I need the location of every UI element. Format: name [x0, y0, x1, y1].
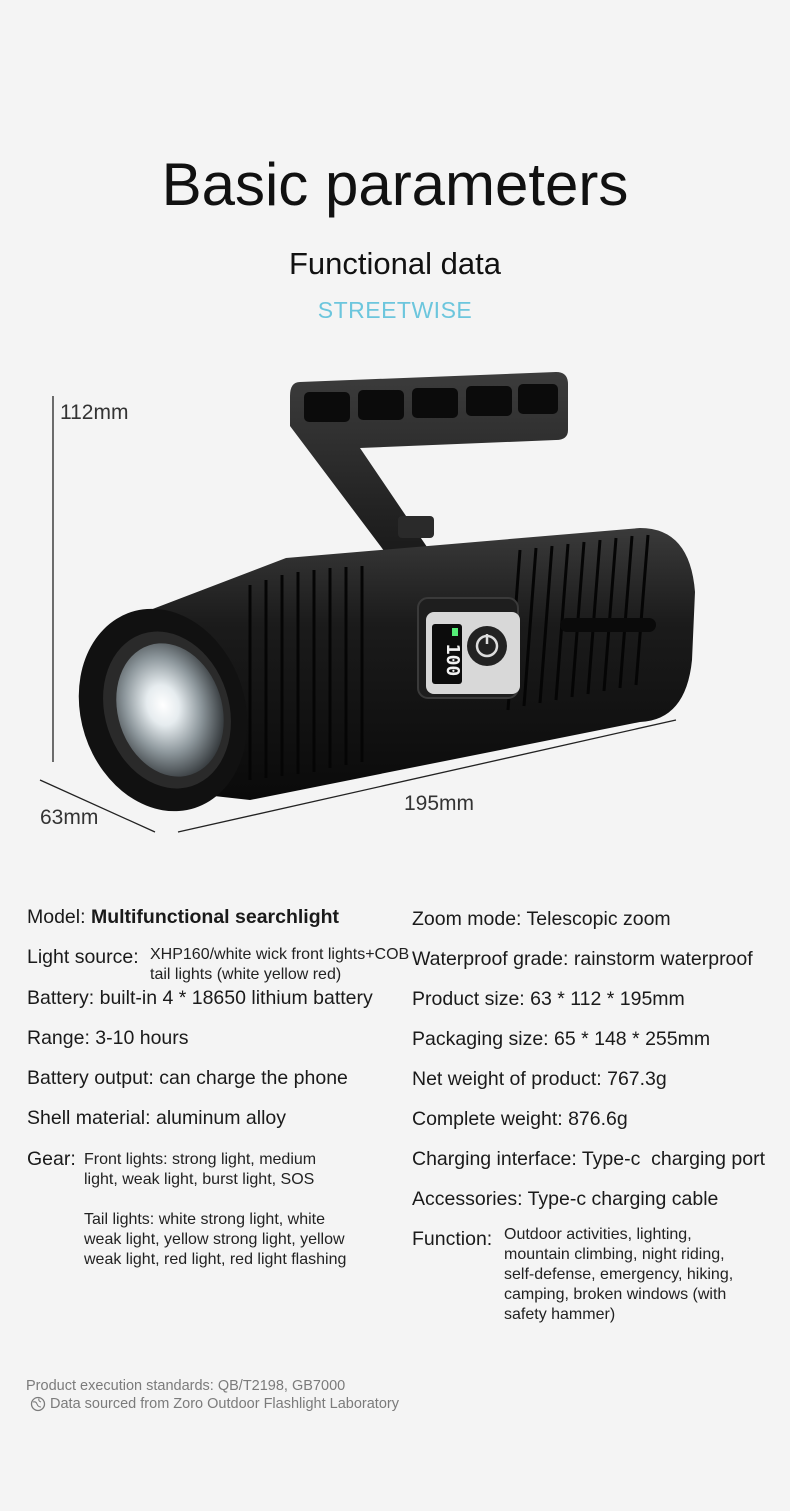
spec-function-line: mountain climbing, night riding, — [504, 1246, 725, 1263]
handle-slot — [358, 390, 404, 420]
lcd-indicator — [452, 628, 458, 636]
spec-function-line: camping, broken windows (with — [504, 1286, 727, 1303]
page-subtitle: Functional data — [289, 246, 501, 281]
spec-light-source-value — [150, 945, 412, 985]
spec-net-weight: Net weight of product: 767.3g — [412, 1068, 667, 1090]
spec-model-value: Multifunctional searchlight — [90, 906, 340, 928]
spec-light-source-line: XHP160/white wick front lights+COB — [150, 946, 410, 963]
spec-gear-line: light, weak light, burst light, SOS — [84, 1171, 315, 1188]
control-panel — [418, 598, 520, 698]
spec-gear-line: Front lights: strong light, medium — [84, 1151, 317, 1168]
spec-accessories: Accessories: Type-c charging cable — [412, 1188, 719, 1210]
spec-gear-tail — [84, 1210, 346, 1270]
spec-shell-material: Shell material: aluminum alloy — [27, 1107, 287, 1129]
spec-gear-label: Gear: — [27, 1148, 76, 1170]
spec-range: Range: 3-10 hours — [27, 1027, 189, 1049]
side-groove — [560, 618, 656, 632]
spec-function-label: Function: — [412, 1228, 493, 1250]
spec-packaging-size: Packaging size: 65 * 148 * 255mm — [412, 1028, 711, 1050]
spec-gear-line: weak light, red light, red light flashing — [84, 1251, 347, 1268]
spec-zoom-mode: Zoom mode: Telescopic zoom — [412, 908, 671, 930]
spec-gear-line: Tail lights: white strong light, white — [84, 1211, 325, 1228]
page-title: Basic parameters — [161, 151, 629, 218]
footer-source — [30, 1396, 399, 1412]
power-button — [467, 626, 507, 666]
spec-product-size: Product size: 63 * 112 * 195mm — [412, 988, 685, 1010]
flashlight-illustration — [0, 360, 790, 850]
spec-light-source-line: tail lights (white yellow red) — [150, 966, 342, 983]
handle-knob — [398, 516, 434, 538]
handle-slot — [518, 384, 558, 414]
length-dimension-label: 195mm — [404, 792, 475, 815]
globe-icon — [30, 1396, 46, 1412]
diameter-dimension-label: 63mm — [40, 806, 99, 829]
spec-function-line: safety hammer) — [504, 1306, 616, 1323]
spec-battery-output: Battery output: can charge the phone — [27, 1067, 348, 1089]
spec-battery: Battery: built-in 4 * 18650 lithium battery — [27, 987, 373, 1009]
spec-charging-interface: Charging interface: Type-c charging port — [412, 1148, 765, 1170]
height-dimension-label: 112mm — [60, 401, 129, 424]
footer-standards: Product execution standards: QB/T2198, GB7000 — [26, 1378, 346, 1394]
battery-readout: 100 — [442, 643, 463, 677]
spec-gear-line: weak light, yellow strong light, yellow — [84, 1231, 345, 1248]
spec-gear-front — [84, 1150, 316, 1190]
spec-function-line: self-defense, emergency, hiking, — [504, 1266, 734, 1283]
handle-slot — [466, 386, 512, 416]
spec-function-value — [504, 1225, 733, 1325]
handle-slot — [304, 392, 350, 422]
spec-complete-weight: Complete weight: 876.6g — [412, 1108, 628, 1130]
spec-model-label: Model: — [27, 906, 91, 928]
brand-name: STREETWISE — [317, 297, 473, 323]
footer-source-text: Data sourced from Zoro Outdoor Flashlight Laboratory — [50, 1396, 399, 1412]
spec-function-line: Outdoor activities, lighting, — [504, 1226, 692, 1243]
handle-slot — [412, 388, 458, 418]
spec-model — [27, 906, 339, 929]
spec-light-source-label: Light source: — [27, 946, 139, 968]
spec-waterproof-grade: Waterproof grade: rainstorm waterproof — [412, 948, 753, 970]
